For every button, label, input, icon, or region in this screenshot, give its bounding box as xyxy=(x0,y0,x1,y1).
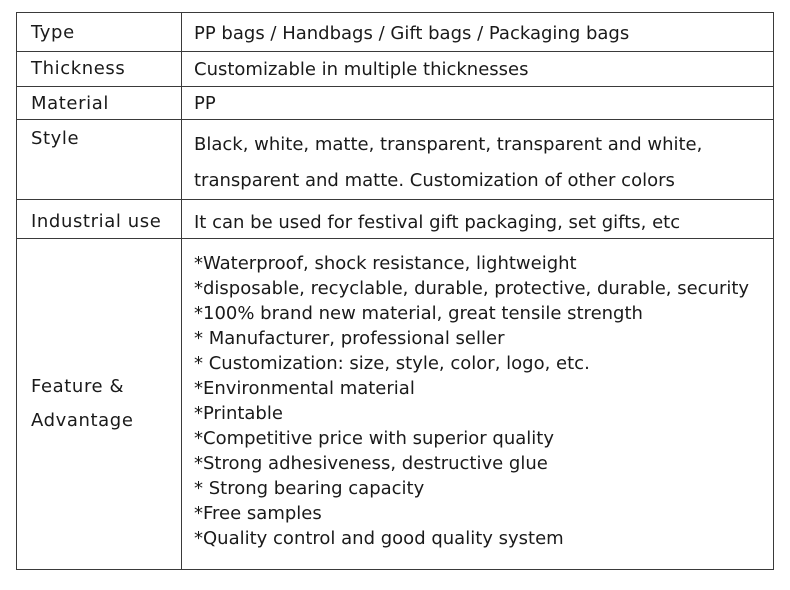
row-label: Industrial use xyxy=(17,200,182,239)
feature-list xyxy=(194,251,773,551)
style-line: Black, white, matte, transparent, transparent and white, xyxy=(194,134,703,155)
list-item: * Customization: size, style, color, logo, etc. xyxy=(194,353,590,374)
row-label: Style xyxy=(17,120,182,200)
list-item: *Environmental material xyxy=(194,378,415,399)
row-label: Type xyxy=(17,13,182,52)
list-item: *Waterproof, shock resistance, lightweight xyxy=(194,253,577,274)
list-item: *disposable, recyclable, durable, protective, durable, security xyxy=(194,278,750,299)
table-row-thickness xyxy=(17,52,774,87)
list-item: * Strong bearing capacity xyxy=(194,478,425,499)
list-item: *Quality control and good quality system xyxy=(194,528,564,549)
list-item: *Competitive price with superior quality xyxy=(194,428,555,449)
row-value: Customizable in multiple thicknesses xyxy=(182,52,774,87)
row-value xyxy=(182,239,774,570)
row-label xyxy=(17,239,182,570)
row-label: Thickness xyxy=(17,52,182,87)
table-row-material xyxy=(17,87,774,120)
table-row-type xyxy=(17,13,774,52)
row-value: It can be used for festival gift packaging, set gifts, etc xyxy=(182,200,774,239)
list-item: *Free samples xyxy=(194,503,322,524)
row-value: PP xyxy=(182,87,774,120)
list-item: *100% brand new material, great tensile strength xyxy=(194,303,643,324)
row-label: Material xyxy=(17,87,182,120)
style-line: transparent and matte. Customization of other colors xyxy=(194,170,675,191)
list-item: *Strong adhesiveness, destructive glue xyxy=(194,453,548,474)
list-item: *Printable xyxy=(194,403,283,424)
spec-table xyxy=(16,12,774,570)
table-row-style xyxy=(17,120,774,200)
table-row-industrial-use xyxy=(17,200,774,239)
label-line: Feature & xyxy=(31,376,125,397)
table-row-feature-advantage xyxy=(17,239,774,570)
list-item: * Manufacturer, professional seller xyxy=(194,328,505,349)
row-value: PP bags / Handbags / Gift bags / Packaging bags xyxy=(182,13,774,52)
label-line: Advantage xyxy=(31,410,134,431)
row-value xyxy=(182,120,774,200)
